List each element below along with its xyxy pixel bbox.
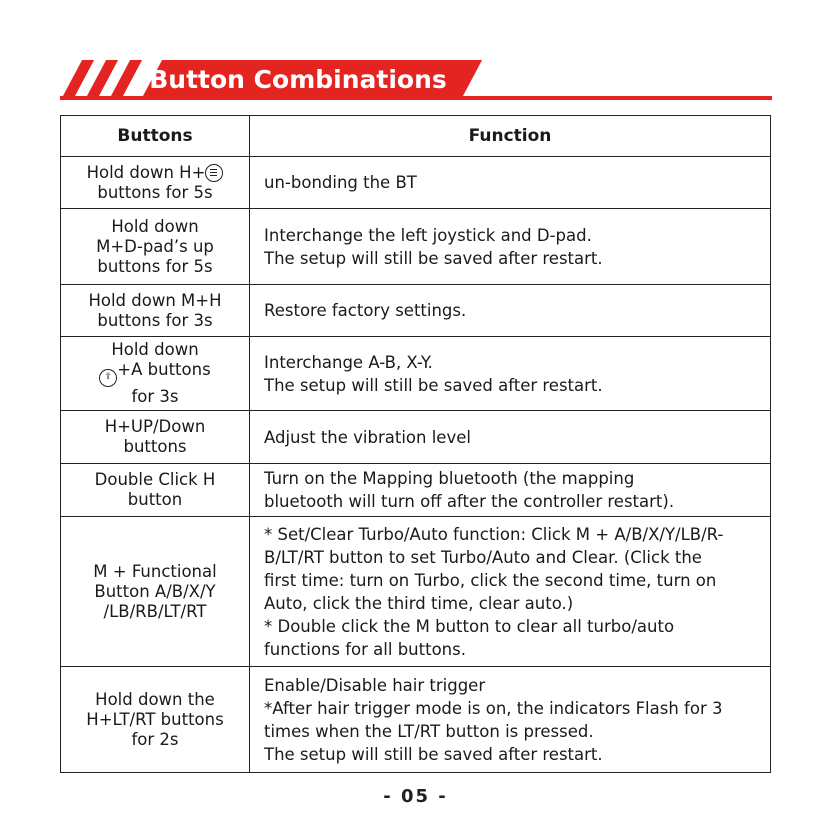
buttons-text: buttons for 3s bbox=[97, 310, 213, 330]
function-text: *After hair trigger mode is on, the indicators Flash for 3 bbox=[264, 698, 723, 718]
buttons-text: Hold down H+ bbox=[86, 162, 206, 182]
function-text: times when the LT/RT button is pressed. bbox=[264, 721, 594, 741]
buttons-cell bbox=[61, 517, 250, 667]
function-text: Turn on the Mapping bluetooth (the mapping bbox=[264, 469, 635, 488]
page-number: - 05 - bbox=[383, 786, 448, 807]
function-text: * Set/Clear Turbo/Auto function: Click M + A/B/X/Y/LB/R- bbox=[264, 524, 724, 544]
table-row bbox=[61, 337, 771, 411]
buttons-text: H+LT/RT buttons bbox=[86, 709, 224, 729]
column-header-function: Function bbox=[250, 116, 771, 157]
buttons-cell bbox=[61, 667, 250, 773]
function-cell bbox=[250, 411, 771, 464]
function-text: Restore factory settings. bbox=[264, 301, 467, 320]
table-row bbox=[61, 209, 771, 285]
function-cell bbox=[250, 157, 771, 209]
buttons-text: Double Click H bbox=[94, 470, 216, 489]
buttons-text: H+UP/Down bbox=[104, 417, 206, 436]
function-text: first time: turn on Turbo, click the second time, turn on bbox=[264, 570, 717, 590]
buttons-text: M + Functional bbox=[93, 561, 217, 581]
table-row bbox=[61, 517, 771, 667]
buttons-text: for 3s bbox=[131, 387, 179, 406]
buttons-cell bbox=[61, 337, 250, 411]
function-text: The setup will still be saved after restart. bbox=[264, 744, 603, 764]
buttons-text: buttons bbox=[123, 437, 187, 456]
buttons-cell bbox=[61, 209, 250, 285]
function-cell bbox=[250, 337, 771, 411]
header-rule bbox=[60, 96, 772, 100]
function-text: B/LT/RT button to set Turbo/Auto and Clear. (Click the bbox=[264, 547, 702, 567]
buttons-text: Hold down M+H bbox=[88, 290, 222, 310]
function-text: Adjust the vibration level bbox=[264, 427, 471, 447]
column-header-buttons: Buttons bbox=[61, 116, 250, 157]
buttons-cell bbox=[61, 464, 250, 517]
buttons-text: Button A/B/X/Y bbox=[94, 581, 216, 601]
table-row bbox=[61, 285, 771, 337]
function-text: un-bonding the BT bbox=[264, 173, 417, 192]
buttons-text: buttons for 5s bbox=[97, 256, 213, 276]
buttons-text: Hold down bbox=[111, 216, 199, 236]
share-icon: ⇪ bbox=[99, 369, 117, 387]
buttons-text: Hold down bbox=[111, 340, 199, 359]
buttons-cell bbox=[61, 285, 250, 337]
function-cell bbox=[250, 667, 771, 773]
table-row bbox=[61, 411, 771, 464]
function-text: Auto, click the third time, clear auto.) bbox=[264, 593, 574, 613]
menu-icon bbox=[205, 164, 223, 182]
buttons-text: /LB/RB/LT/RT bbox=[103, 601, 207, 621]
function-cell bbox=[250, 464, 771, 517]
section-header bbox=[60, 58, 772, 100]
table-row bbox=[61, 667, 771, 773]
function-cell bbox=[250, 209, 771, 285]
function-cell bbox=[250, 285, 771, 337]
button-combinations-table bbox=[60, 115, 771, 773]
function-text: Interchange the left joystick and D-pad. bbox=[264, 225, 592, 245]
table-row bbox=[61, 464, 771, 517]
page-title: Button Combinations bbox=[149, 65, 447, 94]
function-text: functions for all buttons. bbox=[264, 639, 466, 659]
buttons-cell bbox=[61, 157, 250, 209]
function-text: bluetooth will turn off after the controller restart). bbox=[264, 492, 675, 511]
buttons-text: Hold down the bbox=[95, 689, 215, 709]
function-text: The setup will still be saved after restart. bbox=[264, 375, 603, 395]
function-text: Enable/Disable hair trigger bbox=[264, 675, 486, 695]
function-text: * Double click the M button to clear all turbo/auto bbox=[264, 616, 675, 636]
buttons-text: +A buttons bbox=[117, 360, 211, 379]
buttons-text: M+D-pad’s up bbox=[96, 236, 214, 256]
function-text: Interchange A-B, X-Y. bbox=[264, 352, 433, 372]
buttons-text: buttons for 5s bbox=[97, 182, 213, 202]
table-header-row bbox=[61, 116, 771, 157]
buttons-text: button bbox=[127, 490, 183, 509]
table-row bbox=[61, 157, 771, 209]
buttons-cell bbox=[61, 411, 250, 464]
buttons-text: for 2s bbox=[131, 729, 179, 749]
function-text: The setup will still be saved after restart. bbox=[264, 248, 603, 268]
function-cell bbox=[250, 517, 771, 667]
